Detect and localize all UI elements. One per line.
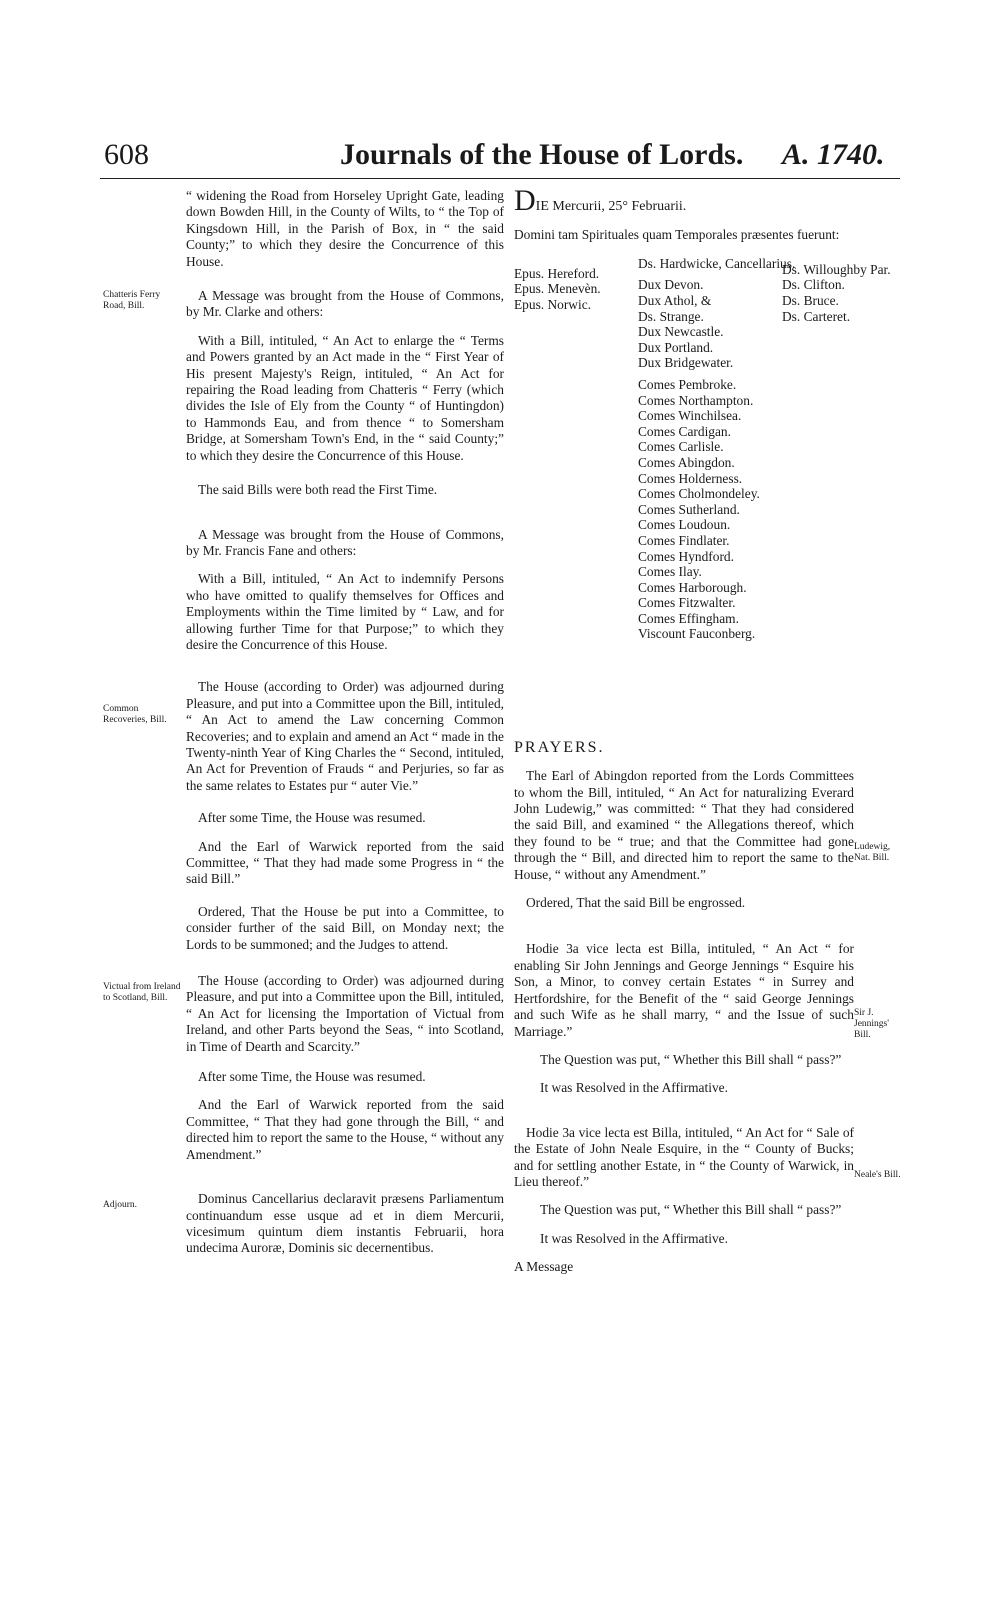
paragraph: Ordered, That the House be put into a Committee, to consider further of the said Bill, on Monday next; the Lords to be summoned; and the Judges to attend. — [186, 903, 504, 952]
lord-entry: Viscount Fauconberg. — [638, 626, 756, 642]
lord-entry: Comes Effingham. — [638, 610, 739, 626]
lord-entry: Ds. Clifton. — [782, 277, 845, 293]
paragraph: Ordered, That the said Bill be engrossed. — [526, 895, 746, 911]
lords-column-barons — [782, 262, 891, 324]
lord-entry: Dux Portland. — [638, 339, 714, 355]
lord-entry: Ds. Bruce. — [782, 293, 839, 308]
lords-column-bishops — [514, 266, 601, 313]
paragraph: The said Bills were both read the First Time. — [198, 482, 438, 498]
paragraph: It was Resolved in the Affirmative. — [540, 1080, 728, 1096]
lord-entry: Comes Northampton. — [638, 392, 754, 408]
lords-column-peers — [638, 255, 796, 642]
lord-entry: Comes Harborough. — [638, 579, 747, 595]
lord-entry: Ds. Carteret. — [782, 308, 851, 324]
margin-note-adjourn: Adjourn. — [103, 1200, 138, 1210]
page-number: 608 — [104, 138, 149, 171]
margin-note-common-recoveries: Common Recoveries, Bill. — [103, 704, 167, 725]
lord-entry: Dux Devon. — [638, 277, 704, 293]
paragraph: And the Earl of Warwick reported from the said Committee, “ That they had made some Progress in “ the said Bill.” — [186, 838, 504, 887]
page-header — [0, 128, 992, 178]
drop-cap: D — [514, 184, 536, 217]
day-heading-text: IE Mercurii, 25° Februarii. — [535, 199, 687, 214]
paragraph: And the Earl of Warwick reported from the said Committee, “ That they had gone through the Bill, “ and directed him to report the same to the House, “ without any Amendment.” — [186, 1097, 504, 1162]
margin-note-neale: Neale's Bill. — [854, 1170, 901, 1180]
lord-entry: Comes Ilay. — [638, 564, 702, 580]
paragraph: Dominus Cancellarius declaravit præsens Parliamentum continuandum esse usque ad et in diem Mercurii, vicesimum quintum diem instantis Februarii, hora undecima Auroræ, Dominis sic decernentibus. — [186, 1191, 504, 1256]
lord-entry: Dux Bridgewater. — [638, 355, 734, 371]
lord-entry: Comes Cardigan. — [638, 423, 731, 439]
margin-note-ludewig: Ludewig, Nat. Bill. — [854, 842, 891, 863]
lord-entry: Comes Pembroke. — [638, 376, 737, 392]
catchword: A Message — [514, 1259, 574, 1275]
paragraph: “ widening the Road from Horseley Upright Gate, leading down Bowden Hill, in the County of Wilts, to “ the Top of Kingsdown Hill, in the Parish of Box, in “ the said County;” to which they desire the Concurrence of this House. — [186, 188, 504, 269]
lord-entry: Ds. Hardwicke, Cancellarius. — [638, 255, 796, 271]
day-heading — [514, 184, 854, 217]
paragraph: The House (according to Order) was adjourned during Pleasure, and put into a Committee upon the Bill, intituled, “ An Act for licensing the Importation of Victual from Ireland, and other Parts beyond the Seas, “ into Scotland, in Time of Dearth and Scarcity.” — [186, 973, 504, 1054]
paragraph: Hodie 3a vice lecta est Billa, intituled, “ An Act for “ Sale of the Estate of John Neale Esquire, in the “ County of Bucks; and for settling another Estate, in “ the County of Warwick, in Lieu thereof.” — [514, 1124, 854, 1189]
margin-note-jennings: Sir J. Jennings' Bill. — [854, 1008, 889, 1040]
lord-entry: Comes Carlisle. — [638, 439, 724, 455]
lord-entry: Comes Winchilsea. — [638, 408, 742, 424]
header-rule — [100, 178, 900, 179]
lord-entry: Epus. Hereford. — [514, 265, 600, 281]
left-column — [186, 188, 504, 1269]
prayers-heading: PRAYERS. — [514, 738, 605, 756]
paragraph: The House (according to Order) was adjourned during Pleasure, and put into a Committee upon the Bill, intituled, “ An Act to amend the Law concerning Common Recoveries; and to explain and amend an Act “ made in the Twenty-ninth Year of King Charles the “ Second, intituled, An Act for Prevention of Frauds “ and Perjuries, so far as the same relates to Estates pur “ auter Vie.” — [186, 679, 504, 793]
paragraph: A Message was brought from the House of Commons, by Mr. Francis Fane and others: — [186, 526, 504, 558]
lord-entry: Comes Fitzwalter. — [638, 595, 736, 611]
lord-entry: Dux Newcastle. — [638, 324, 724, 340]
lords-present-list — [514, 255, 891, 726]
lord-entry: Dux Athol, & — [638, 293, 712, 308]
paragraph: After some Time, the House was resumed. — [198, 1069, 426, 1085]
lord-entry: Comes Holderness. — [638, 470, 743, 486]
paragraph: The Earl of Abingdon reported from the Lords Committees to whom the Bill, intituled, “ An Act for naturalizing Everard John Ludewig,” was committed: “ That they had considered the said Bill, and examined “ the Allegations thereof, which they found to be “ true; and that the Committee had gone through the “ Bill, and directed him to report the same to the House, “ without any Amendment.” — [514, 768, 854, 882]
lord-entry: Comes Loudoun. — [638, 517, 731, 533]
lords-present-heading: Domini tam Spirituales quam Temporales præsentes fuerunt: — [514, 227, 840, 243]
journal-year: A. 1740. — [782, 138, 885, 171]
lord-entry: Epus. Menevèn. — [514, 281, 601, 297]
lord-entry: Comes Findlater. — [638, 532, 730, 548]
paragraph: After some Time, the House was resumed. — [198, 810, 426, 826]
paragraph: The Question was put, “ Whether this Bill shall “ pass?” — [540, 1051, 842, 1067]
margin-note-chatteris: Chatteris Ferry Road, Bill. — [103, 290, 161, 311]
paragraph: Hodie 3a vice lecta est Billa, intituled, “ An Act “ for enabling Sir John Jennings and George Jennings “ Esquire his Son, a Minor, to convey certain Estates “ in Surrey and Hertfordshire, for the Benefit of the “ said George Jennings and such Wife as he shall marry, “ and the Issue of such Marriage.” — [514, 941, 854, 1039]
journal-title: Journals of the House of Lords. — [340, 138, 744, 171]
paragraph: With a Bill, intituled, “ An Act to enlarge the “ Terms and Powers granted by an Act made in the “ First Year of His present Majesty's Reign, intituled, “ An Act for repairing the Road leading from Chatteris “ Ferry (which divides the Isle of Ely from the County “ of Huntingdon) to Hammonds Eau, and from thence “ to Somersham Bridge, at Somersham Town's End, in the “ said County;” to which they desire the Concurrence of this House. — [186, 332, 504, 463]
lord-entry: Ds. Willoughby Par. — [782, 261, 891, 277]
lord-entry: Comes Cholmondeley. — [638, 486, 760, 502]
paragraph: With a Bill, intituled, “ An Act to indemnify Persons who have omitted to qualify themselves for Offices and Employments within the Time limited by “ Law, and for allowing further Time for that Purpose;” to which they desire the Concurrence of this House. — [186, 571, 504, 652]
lord-entry: Comes Abingdon. — [638, 454, 735, 470]
paragraph: The Question was put, “ Whether this Bill shall “ pass?” — [540, 1202, 842, 1218]
lord-entry: Ds. Strange. — [638, 308, 704, 324]
margin-note-victual: Victual from Ireland to Scotland, Bill. — [103, 982, 181, 1003]
paragraph: A Message was brought from the House of Commons, by Mr. Clarke and others: — [186, 288, 504, 320]
lord-entry: Epus. Norwic. — [514, 297, 591, 312]
lord-entry: Comes Hyndford. — [638, 548, 734, 564]
paragraph: It was Resolved in the Affirmative. — [540, 1230, 728, 1246]
lord-entry: Comes Sutherland. — [638, 501, 740, 517]
